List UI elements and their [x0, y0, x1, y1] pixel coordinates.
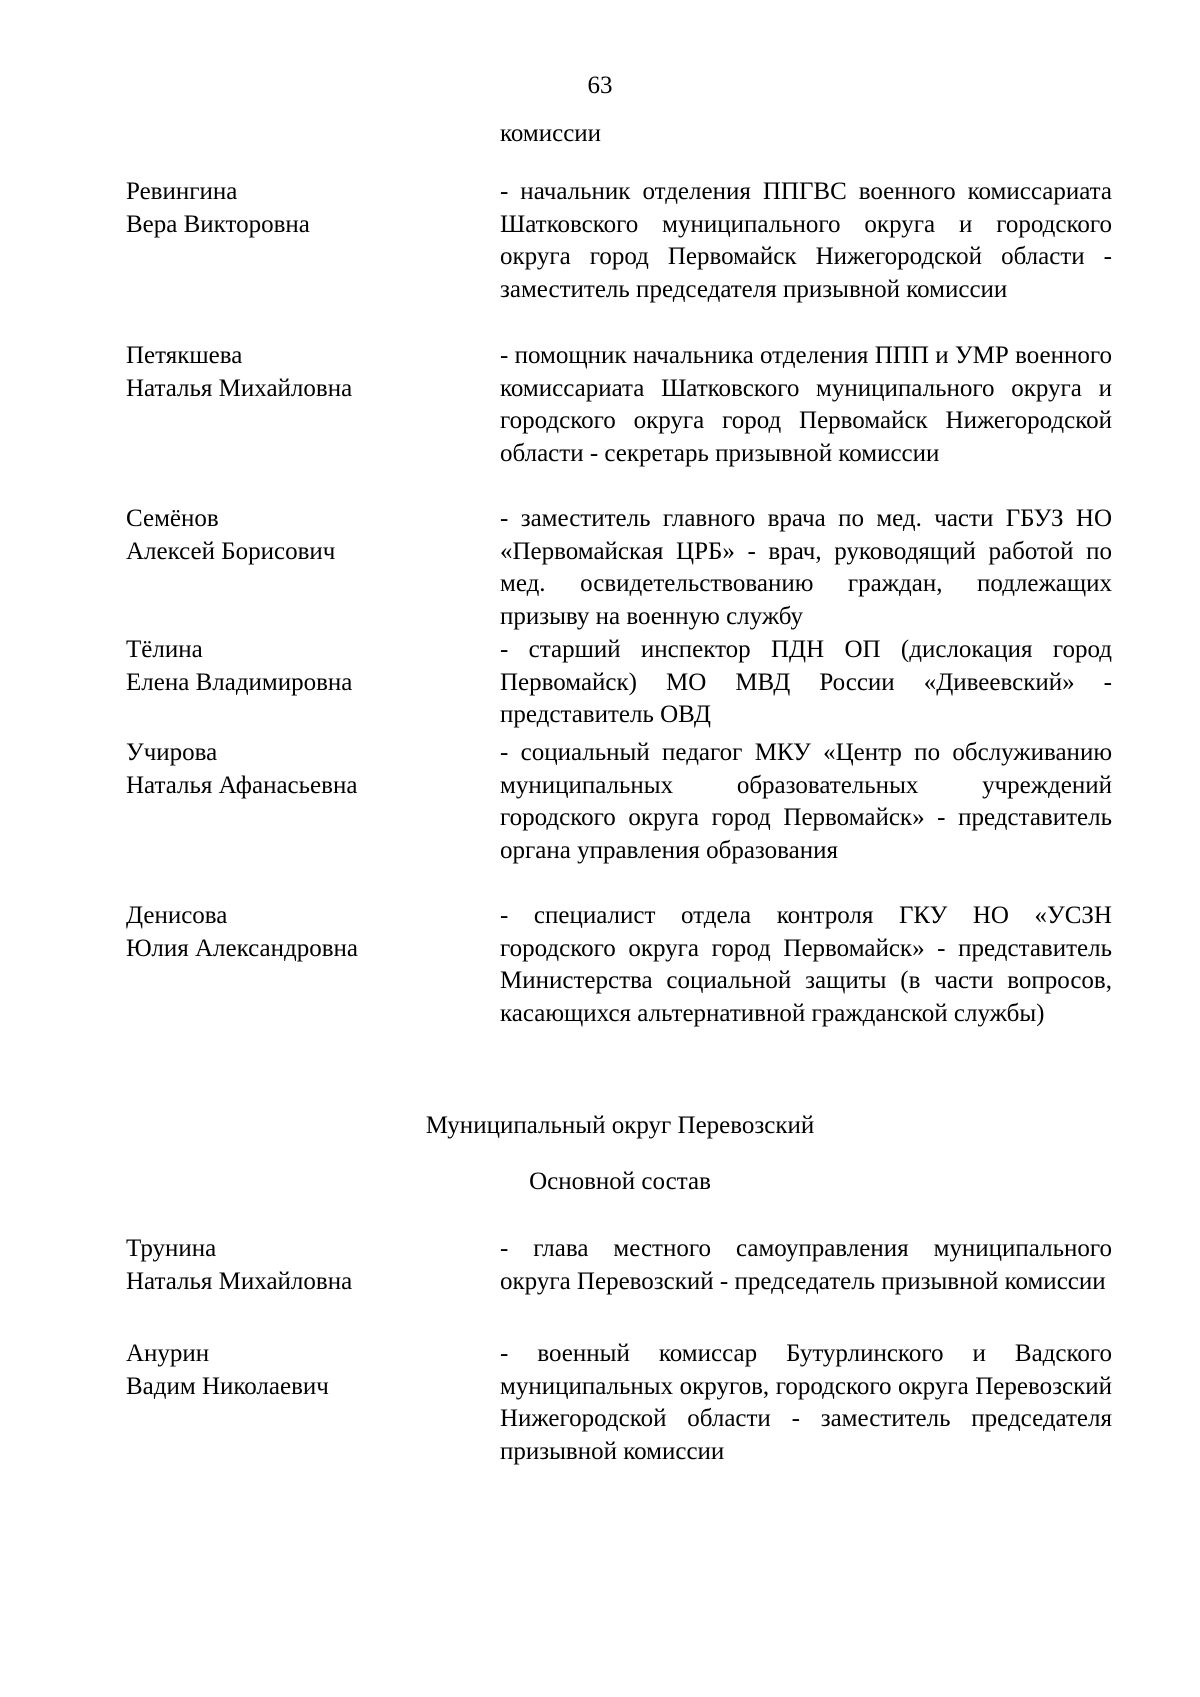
continuation-text: комиссии [500, 120, 602, 147]
member-name [126, 737, 456, 802]
member-role: - помощник начальника отделения ППП и УМР военного комиссариата Шатковского муниципального округа и городского округа город Первомайск Нижегородской области - секретарь призывной комиссии [500, 342, 1112, 467]
member-surname: Трунина [126, 1235, 217, 1262]
member-surname: Петякшева [126, 342, 243, 369]
member-surname: Тёлина [126, 636, 203, 663]
member-name [126, 900, 456, 965]
member-given-names: Юлия Александровна [126, 934, 358, 962]
member-name [126, 634, 456, 699]
member-role: - заместитель главного врача по мед. части ГБУЗ НО «Первомайская ЦРБ» - врач, руководящий работой по мед. освидетельствованию граждан, подлежащих призыву на военную службу [500, 505, 1112, 630]
member-given-names: Алексей Борисович [126, 537, 336, 565]
member-role: - социальный педагог МКУ «Центр по обслуживанию муниципальных образовательных учреждений городского округа город Первомайск» - представитель органа управления образования [500, 739, 1112, 864]
member-name [126, 503, 456, 568]
member-role: - начальник отделения ППГВС военного комиссариата Шатковского муниципального округа и городского округа город Первомайск Нижегородской области - заместитель председателя призывной комиссии [500, 178, 1112, 303]
member-given-names: Наталья Афанасьевна [126, 771, 358, 799]
member-role: - военный комиссар Бутурлинского и Вадского муниципальных округов, городского округа Перевозский Нижегородской области - заместитель председателя призывной комиссии [500, 1340, 1112, 1465]
member-given-names: Вадим Николаевич [126, 1372, 329, 1400]
member-name [126, 176, 456, 241]
member-surname: Учирова [126, 739, 218, 766]
member-surname: Ревингина [126, 178, 238, 205]
member-name [126, 1338, 456, 1403]
member-name [126, 340, 456, 405]
member-name [126, 1233, 456, 1298]
member-role: - специалист отдела контроля ГКУ НО «УСЗН городского округа город Первомайск» - представитель Министерства социальной защиты (в части вопросов, касающихся альтернативной гражданской службы) [500, 902, 1112, 1027]
member-given-names: Вера Викторовна [126, 210, 310, 238]
member-surname: Анурин [126, 1340, 210, 1367]
member-given-names: Елена Владимировна [126, 668, 353, 696]
page-number: 63 [587, 72, 613, 99]
member-given-names: Наталья Михайловна [126, 1267, 353, 1295]
section-title: Муниципальный округ Перевозский [425, 1112, 815, 1139]
member-surname: Семёнов [126, 505, 219, 532]
member-role: - глава местного самоуправления муниципального округа Перевозский - председатель призывной комиссии [500, 1235, 1112, 1295]
member-given-names: Наталья Михайловна [126, 374, 353, 402]
section-subtitle: Основной состав [529, 1168, 711, 1195]
member-role: - старший инспектор ПДН ОП (дислокация город Первомайск) МО МВД России «Дивеевский» - представитель ОВД [500, 636, 1112, 728]
member-surname: Денисова [126, 902, 228, 929]
